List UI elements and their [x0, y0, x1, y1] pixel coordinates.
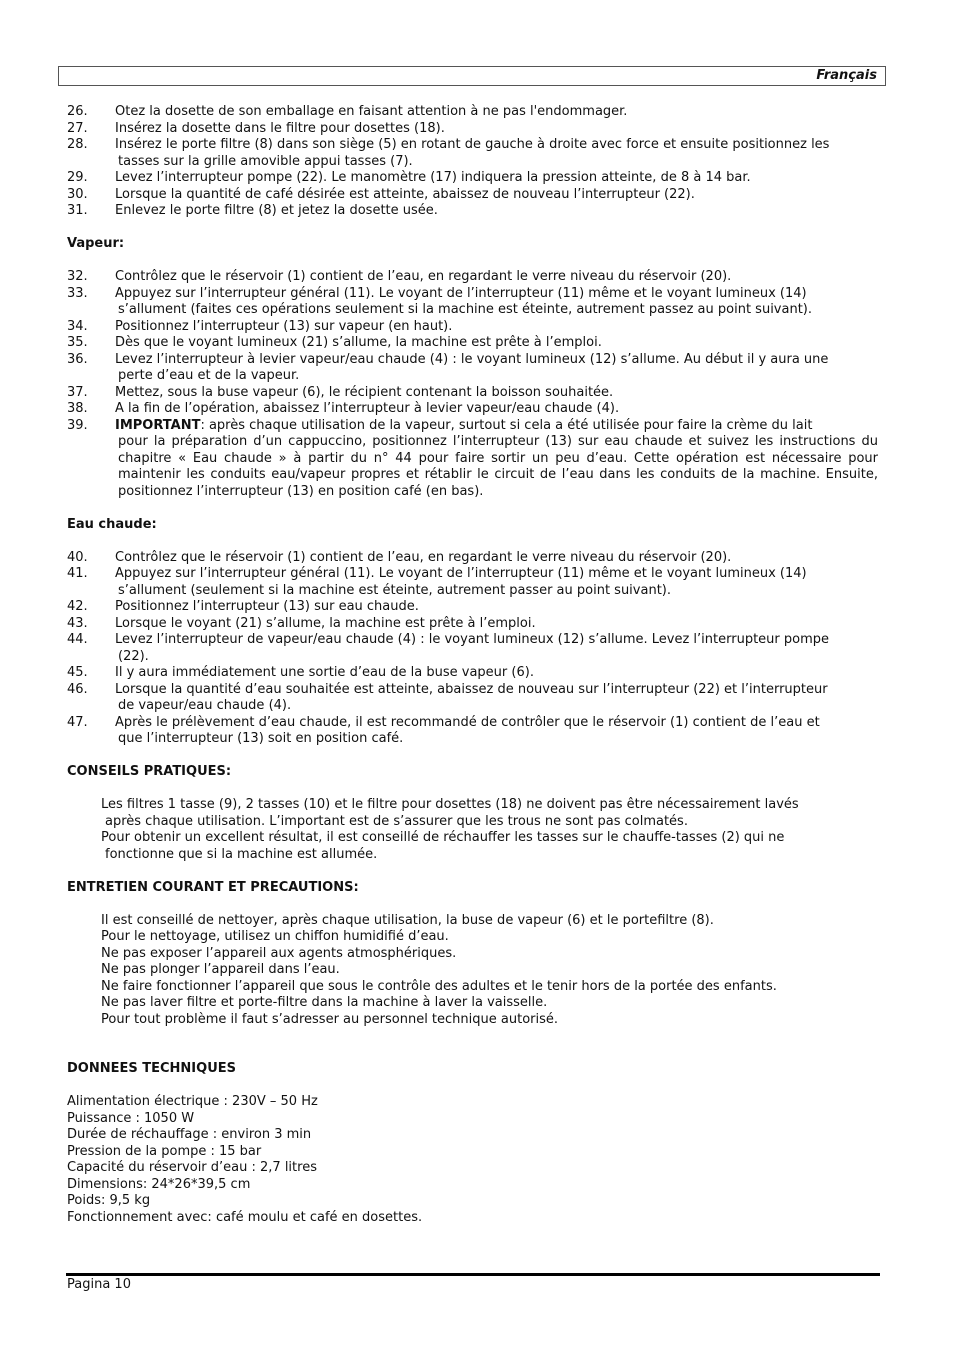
paragraph-text: Les filtres 1 tasse (9), 2 tasses (10) et le filtre pour dosettes (18) ne doivent pas être nécessairement lavés	[101, 797, 799, 812]
item-number: 30.	[67, 186, 88, 202]
item-text-continued: pour la préparation d’un cappuccino, positionnez l’interrupteur (13) sur eau chaude et suivez les instructions du chapitre « Eau chaude » à partir du n° 44 pour faire sortir un peu d’eau. Cette opération est nécessaire pour maintenir les conduits eau/vapeur propres et rétablir le circuit de l’eau dans les conduits de la machine. Ensuite, positionnez l’interrupteur (13) en position café (en bas).	[118, 434, 878, 499]
list-item	[67, 269, 878, 286]
section-heading-entretien: ENTRETIEN COURANT ET PRECAUTIONS:	[67, 879, 359, 895]
list-item	[67, 385, 878, 402]
technical-specs	[67, 1094, 878, 1226]
entretien-text	[67, 913, 878, 1029]
item-text: Il y aura immédiatement une sortie d’eau de la buse vapeur (6).	[115, 665, 534, 680]
list-item	[67, 352, 878, 385]
paragraph-text-continued: fonctionne que si la machine est allumée.	[105, 846, 378, 862]
item-number: 26.	[67, 104, 88, 119]
item-text: Appuyez sur l’interrupteur général (11). Le voyant de l’interrupteur (11) même et le voyant lumineux (14)	[115, 285, 807, 301]
spec-line: Fonctionnement avec: café moulu et café en dosettes.	[67, 1209, 423, 1225]
list-item	[67, 203, 878, 220]
item-number: 34.	[67, 318, 88, 334]
list-item	[67, 401, 878, 418]
page-content	[67, 104, 878, 1226]
item-text: Otez la dosette de son emballage en faisant attention à ne pas l'endommager.	[115, 104, 628, 119]
list-item	[67, 566, 878, 599]
item-number: 37.	[67, 384, 88, 400]
item-number: 39.	[67, 417, 88, 433]
spec-line: Durée de réchauffage : environ 3 min	[67, 1127, 312, 1142]
paragraph-text: Pour obtenir un excellent résultat, il est conseillé de réchauffer les tasses sur le chauffe-tasses (2) qui ne	[101, 830, 785, 845]
item-number: 41.	[67, 566, 88, 581]
item-text-continued: perte d’eau et de la vapeur.	[118, 368, 300, 383]
list-item	[67, 319, 878, 336]
item-text: Contrôlez que le réservoir (1) contient de l’eau, en regardant le verre niveau du réservoir (20).	[115, 269, 732, 284]
list-item	[67, 682, 878, 715]
item-number: 36.	[67, 351, 88, 367]
item-number: 47.	[67, 714, 88, 730]
item-text: Après le prélèvement d’eau chaude, il est recommandé de contrôler que le réservoir (1) contient de l’eau et	[115, 714, 820, 730]
eau-chaude-list	[67, 550, 878, 748]
item-text-continued: tasses sur la grille amovible appui tasses (7).	[118, 153, 413, 169]
item-number: 42.	[67, 599, 88, 614]
item-text: Enlevez le porte filtre (8) et jetez la dosette usée.	[115, 203, 438, 218]
list-item	[67, 137, 878, 170]
spec-line: Capacité du réservoir d’eau : 2,7 litres	[67, 1160, 317, 1175]
text-line: Ne pas exposer l’appareil aux agents atmosphériques.	[101, 945, 457, 961]
paragraph	[67, 830, 878, 863]
page-header	[58, 66, 886, 86]
spec-line: Dimensions: 24*26*39,5 cm	[67, 1176, 251, 1192]
item-number: 28.	[67, 137, 88, 152]
page-number: Pagina 10	[67, 1277, 131, 1292]
list-item	[67, 286, 878, 319]
list-item	[67, 665, 878, 682]
item-number: 44.	[67, 632, 88, 647]
item-number: 40.	[67, 549, 88, 565]
list-item	[67, 104, 878, 121]
list-item	[67, 632, 878, 665]
spec-line: Poids: 9,5 kg	[67, 1193, 151, 1208]
conseils-text	[67, 797, 878, 863]
item-text: Positionnez l’interrupteur (13) sur vapeur (en haut).	[115, 318, 453, 334]
item-text: Levez l’interrupteur à levier vapeur/eau chaude (4) : le voyant lumineux (12) s’allume. Au début il y aura une	[115, 351, 829, 367]
important-label: IMPORTANT	[115, 417, 201, 433]
item-text: Contrôlez que le réservoir (1) contient de l’eau, en regardant le verre niveau du réservoir (20).	[115, 549, 732, 565]
item-text: A la fin de l’opération, abaissez l’interrupteur à levier vapeur/eau chaude (4).	[115, 401, 620, 416]
paragraph-text-continued: après chaque utilisation. L’important est de s’assurer que les trous ne sont pas colmatés.	[105, 813, 688, 829]
list-item	[67, 170, 878, 187]
list-item	[67, 616, 878, 633]
item-text-continued: de vapeur/eau chaude (4).	[118, 698, 292, 713]
text-line: Pour tout problème il faut s’adresser au personnel technique autorisé.	[101, 1011, 559, 1027]
list-item	[67, 715, 878, 748]
item-number: 29.	[67, 170, 88, 185]
item-number: 35.	[67, 335, 88, 350]
item-number: 33.	[67, 285, 88, 301]
item-text: Appuyez sur l’interrupteur général (11). Le voyant de l’interrupteur (11) même et le voyant lumineux (14)	[115, 566, 807, 581]
item-number: 38.	[67, 401, 88, 416]
spec-line: Pression de la pompe : 15 bar	[67, 1143, 262, 1159]
item-text: Mettez, sous la buse vapeur (6), le récipient contenant la boisson souhaitée.	[115, 384, 614, 400]
item-text: Dès que le voyant lumineux (21) s’allume, la machine est prête à l’emploi.	[115, 335, 602, 350]
item-text: Lorsque la quantité de café désirée est atteinte, abaissez de nouveau l’interrupteur (22).	[115, 186, 695, 202]
section-heading-vapeur: Vapeur:	[67, 236, 125, 251]
item-text: Insérez le porte filtre (8) dans son siège (5) en rotant de gauche à droite avec force et ensuite positionnez les	[115, 137, 830, 152]
text-line: Ne faire fonctionner l’appareil que sous le contrôle des adultes et le tenir hors de la portée des enfants.	[101, 978, 777, 994]
item-number: 31.	[67, 203, 88, 218]
item-text: Insérez la dosette dans le filtre pour dosettes (18).	[115, 120, 445, 136]
item-number: 27.	[67, 120, 88, 136]
item-number: 46.	[67, 681, 88, 697]
text-line: Ne pas laver filtre et porte-filtre dans la machine à laver la vaisselle.	[101, 995, 548, 1010]
item-text-continued: (22).	[118, 648, 149, 664]
list-item	[67, 187, 878, 204]
intro-list	[67, 104, 878, 220]
item-text-continued: s’allument (seulement si la machine est éteinte, autrement passer au point suivant).	[118, 582, 671, 598]
item-number: 43.	[67, 615, 88, 631]
item-text-continued: s’allument (faites ces opérations seulement si la machine est éteinte, autrement passez au point suivant).	[118, 302, 813, 317]
spec-line: Puissance : 1050 W	[67, 1110, 195, 1126]
important-item	[67, 418, 878, 501]
footer-divider	[66, 1273, 880, 1276]
item-text: Levez l’interrupteur de vapeur/eau chaude (4) : le voyant lumineux (12) s’allume. Levez l’interrupteur pompe	[115, 632, 829, 647]
section-heading-donnees: DONNEES TECHNIQUES	[67, 1061, 236, 1076]
spec-line: Alimentation électrique : 230V – 50 Hz	[67, 1094, 318, 1109]
item-text: Lorsque la quantité d’eau souhaitée est atteinte, abaissez de nouveau sur l’interrupteur (22) et l’interrupteur	[115, 681, 828, 697]
text-line: Ne pas plonger l’appareil dans l’eau.	[101, 962, 340, 977]
item-number: 45.	[67, 665, 88, 680]
important-text: : après chaque utilisation de la vapeur, surtout si cela a été utilisée pour faire la crème du lait	[200, 417, 813, 433]
section-heading-conseils: CONSEILS PRATIQUES:	[67, 764, 232, 779]
section-heading-eau-chaude: Eau chaude:	[67, 516, 157, 532]
item-text: Levez l’interrupteur pompe (22). Le manomètre (17) indiquera la pression atteinte, de 8 à 14 bar.	[115, 170, 751, 185]
item-text: Positionnez l’interrupteur (13) sur eau chaude.	[115, 599, 419, 614]
list-item	[67, 599, 878, 616]
paragraph	[67, 797, 878, 830]
vapeur-list	[67, 269, 878, 500]
list-item	[67, 550, 878, 567]
language-label: Français	[816, 68, 877, 83]
item-text-continued: que l’interrupteur (13) soit en position café.	[118, 731, 404, 746]
item-number: 32.	[67, 269, 88, 284]
text-line: Pour le nettoyage, utilisez un chiffon humidifié d’eau.	[101, 929, 449, 944]
list-item	[67, 335, 878, 352]
text-line: Il est conseillé de nettoyer, après chaque utilisation, la buse de vapeur (6) et le portefiltre (8).	[101, 912, 714, 928]
item-text	[115, 418, 878, 435]
item-text: Lorsque le voyant (21) s’allume, la machine est prête à l’emploi.	[115, 615, 536, 631]
list-item	[67, 121, 878, 138]
